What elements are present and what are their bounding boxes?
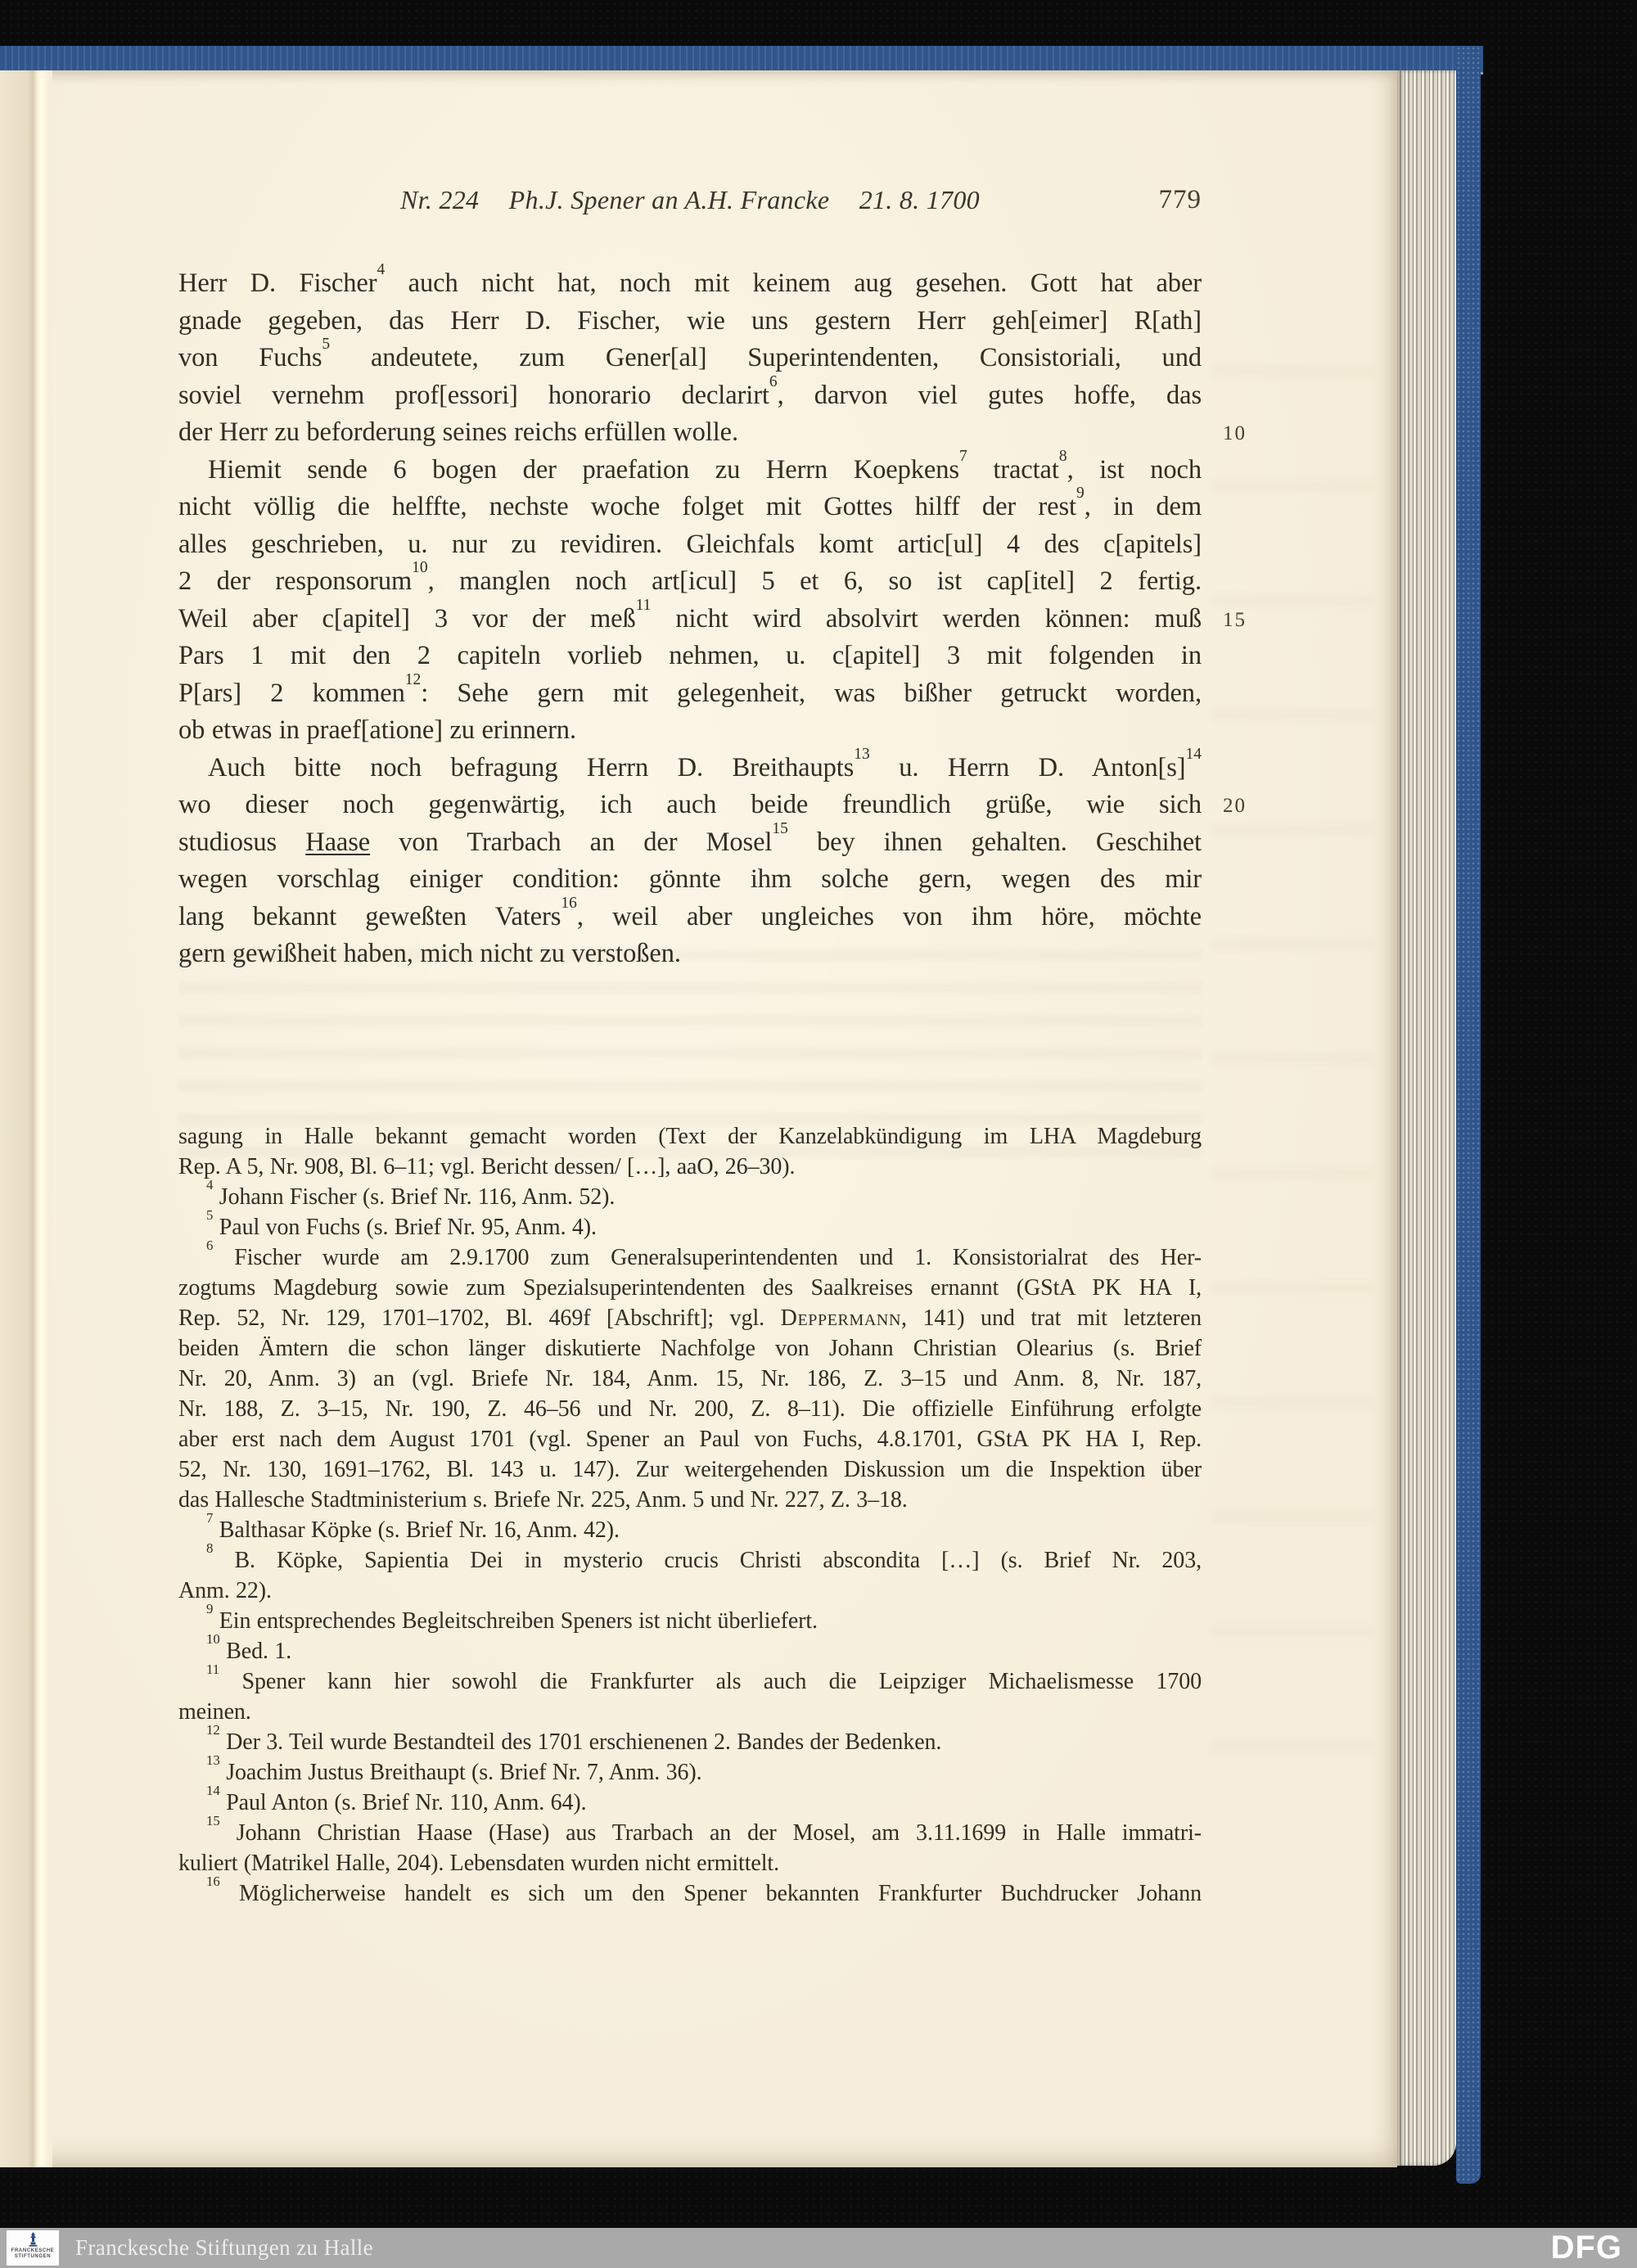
text-line: Pars 1 mit den 2 capiteln vorlieb nehmen, u. c[apitel] 3 mit folgenden in <box>178 641 1202 670</box>
footnote-line: $^{15}$ Johann Christian Haase (Hase) aus Trarbach an der Mosel, am 3.11.1699 in Halle immatri- <box>206 1812 1202 1846</box>
footnote-number: 5 <box>206 1206 214 1223</box>
footnote-line: Nr. 20, Anm. 3) an (vgl. Briefe Nr. 184, Anm. 15, Nr. 186, Z. 3–15 und Anm. 8, Nr. 187, <box>178 1365 1202 1391</box>
footnote-line: $^8$ B. Köpke, Sapientia Dei in mysterio crucis Christi abscondita […] (s. Brief Nr. 203, <box>206 1540 1202 1573</box>
footnote-line: Rep. A 5, Nr. 908, Bl. 6–11; vgl. Bericht dessen/ […], aaO, 26–30). <box>178 1153 796 1179</box>
footnote-line: kuliert (Matrikel Halle, 204). Lebensdaten wurden nicht ermittelt. <box>178 1850 779 1876</box>
dfg-logo: DFG <box>1550 2230 1622 2266</box>
viewer-footer-bar <box>0 2228 1637 2268</box>
footnote-number: 11 <box>206 1661 220 1677</box>
page-number: 779 <box>1158 185 1202 214</box>
footnote-number: 13 <box>206 1752 220 1768</box>
logo-caption-line2: STIFTUNGEN <box>14 2253 52 2259</box>
footnote-line: $^{12}$ Der 3. Teil wurde Bestandteil des 1701 erschienenen 2. Bandes der Bedenken. <box>206 1721 942 1755</box>
page-stack-fore-edge <box>1397 70 1456 2166</box>
text-line: 2 der responsorum$^{10}$, manglen noch art[icul] 5 et 6, so ist cap[itel] 2 fertig. <box>178 559 1202 596</box>
footnote-line: $^6$ Fischer wurde am 2.9.1700 zum Generalsuperintendenten und 1. Konsistorialrat des Her- <box>206 1237 1202 1270</box>
footnote-line: $^{16}$ Möglicherweise handelt es sich um den Spener bekannten Frankfurter Buchdrucker Johann <box>206 1873 1202 1906</box>
footnote-line: $^7$ Balthasar Köpke (s. Brief Nr. 16, Anm. 42). <box>206 1509 620 1543</box>
text-line: alles geschrieben, u. nur zu revidiren. Gleichfals komt artic[ul] 4 des c[apitels] <box>178 529 1202 559</box>
letter-date: 21. 8. 1700 <box>859 185 980 214</box>
footnote-line: Rep. 52, Nr. 129, 1701–1702, Bl. 469f [Abschrift]; vgl. Deppermann, 141) und trat mit letzteren <box>178 1305 1202 1331</box>
footnote-number: 12 <box>206 1721 220 1738</box>
footnote-number: 10 <box>206 1630 220 1647</box>
paragraph <box>178 447 1247 750</box>
footnote-number: 8 <box>206 1540 214 1556</box>
text-line: P[ars] 2 kommen$^{12}$: Sehe gern mit gelegenheit, was bißher getruckt worden, <box>178 670 1202 708</box>
letter-body <box>178 261 1247 973</box>
letter-title: Ph.J. Spener an A.H. Francke <box>508 185 830 214</box>
footnote-line: $^{13}$ Joachim Justus Breithaupt (s. Brief Nr. 7, Anm. 36). <box>206 1752 702 1785</box>
text-line: ob etwas in praef[atione] zu erinnern. <box>178 715 576 745</box>
footnote-line: $^{14}$ Paul Anton (s. Brief Nr. 110, Anm. 64). <box>206 1782 587 1815</box>
paragraph <box>178 261 1247 452</box>
text-line: lang bekannt geweßten Vaters$^{16}$, weil aber ungleiches von ihm höre, möchte <box>178 894 1202 931</box>
text-line: Auch bitte noch befragung Herrn D. Breithaupts$^{13}$ u. Herrn D. $Anton[s]^{14}$ <box>208 745 1202 782</box>
page-gutter <box>0 70 52 2167</box>
footnote-number: 4 <box>206 1176 214 1193</box>
letter-number: Nr. 224 <box>400 185 480 214</box>
margin-line-number: 15 <box>1223 608 1247 631</box>
footnote-line: beiden Ämtern die schon länger diskutierte Nachfolge von Johann Christian Olearius (s. Brief <box>178 1335 1202 1361</box>
text-line: Herr D. Fischer$^4$ auch nicht hat, noch mit keinem aug gesehen. Gott hat aber <box>178 261 1202 298</box>
footnote-line: $^5$ Paul von Fuchs (s. Brief Nr. 95, Anm. 4). <box>206 1206 597 1240</box>
footnote-line: zogtums Magdeburg sowie zum Spezialsuperintendenten des Saalkreises ernannt (GStA PK HA I, <box>178 1274 1202 1301</box>
footnote-line: aber erst nach dem August 1701 (vgl. Spener an Paul von Fuchs, 4.8.1701, GStA PK HA I, Rep. <box>178 1426 1202 1452</box>
text-line: gnade gegeben, das Herr D. Fischer, wie uns gestern Herr geh[eimer] R[ath] <box>178 305 1202 336</box>
footnote-line: das Hallesche Stadtministerium s. Briefe Nr. 225, Anm. 5 und Nr. 227, Z. 3–18. <box>178 1486 908 1513</box>
footnotes <box>178 1121 1202 1909</box>
text-line: gern gewißheit haben, mich nicht zu verstoßen. <box>178 939 681 968</box>
institution-label: Franckesche Stiftungen zu Halle <box>75 2235 374 2260</box>
footnote-number: 15 <box>206 1812 220 1828</box>
footnote-number: 7 <box>206 1509 214 1526</box>
paragraph <box>178 745 1247 973</box>
text-line: von Fuchs$^5$ andeutete, zum Gener[al] Superintendenten, Consistoriali, und <box>178 336 1202 372</box>
footnote-line: meinen. <box>178 1698 251 1725</box>
footnote-line: $^4$ Johann Fischer (s. Brief Nr. 116, Anm. 52). <box>206 1176 616 1210</box>
page-content <box>178 70 1247 1909</box>
text-line: der Herr zu beforderung seines reichs erfüllen wolle. 10 <box>178 414 1202 452</box>
franckesche-stiftungen-logo <box>7 2230 59 2266</box>
footnote-line: 52, Nr. 130, 1691–1762, Bl. 143 u. 147). Zur weitergehenden Diskussion um die Inspektion über <box>178 1456 1202 1482</box>
text-line: wegen vorschlag einiger condition: gönnte ihm solche gern, wegen des mir <box>178 864 1202 894</box>
text-line: wo dieser noch gegenwärtig, ich auch beide freundlich grüße, wie sich 20 <box>178 787 1202 824</box>
footnote-line: $^{10}$ Bed. 1. <box>206 1630 292 1664</box>
footnote-number: 9 <box>206 1600 214 1616</box>
book-cover-right-edge <box>1456 46 1481 2184</box>
footnote-number: 6 <box>206 1237 214 1253</box>
text-line: Weil aber c[apitel] 3 vor der meß$^{11}$ nicht wird absolvirt werden können: muß 15 <box>178 601 1202 638</box>
footnote-line: sagung in Halle bekannt gemacht worden (Text der Kanzelabkündigung im LHA Magdeburg <box>178 1123 1202 1149</box>
footnote-number: 16 <box>206 1873 220 1889</box>
margin-line-number: 20 <box>1223 795 1247 817</box>
footnote-line: $^9$ Ein entsprechendes Begleitschreiben Speners ist nicht überliefert. <box>206 1600 818 1634</box>
eagle-emblem-icon <box>26 2232 40 2248</box>
running-header <box>178 183 1202 216</box>
text-line: Hiemit sende 6 bogen der praefation zu Herrn Koepkens$^7$ tractat$^8$, ist noch <box>208 447 1202 485</box>
footnote-line: Anm. 22). <box>178 1577 272 1603</box>
text-line: studiosus Haase von Trarbach an der Mosel$^{15}$ bey ihnen gehalten. Geschihet <box>178 819 1202 857</box>
ink-bleedthrough-margin <box>1211 316 1375 1789</box>
margin-line-number: 10 <box>1223 422 1247 444</box>
book-page <box>0 70 1397 2167</box>
text-line: nicht völlig die helffte, nechste woche folget mit Gottes hilff der rest$^9$, in dem <box>178 485 1202 521</box>
footnote-line: $^{11}$ Spener kann hier sowohl die Frankfurter als auch die Leipziger Michaelismesse 1700 <box>206 1661 1202 1694</box>
text-line: soviel vernehm prof[essori] honorario declarirt$^6$, darvon viel gutes hoffe, das <box>178 372 1202 410</box>
footnote-number: 14 <box>206 1782 220 1798</box>
logo-caption-line1: FRANCKESCHE <box>11 2248 55 2253</box>
footnote-line: Nr. 188, Z. 3–15, Nr. 190, Z. 46–56 und Nr. 200, Z. 8–11). Die offizielle Einführung erfolgte <box>178 1396 1202 1422</box>
